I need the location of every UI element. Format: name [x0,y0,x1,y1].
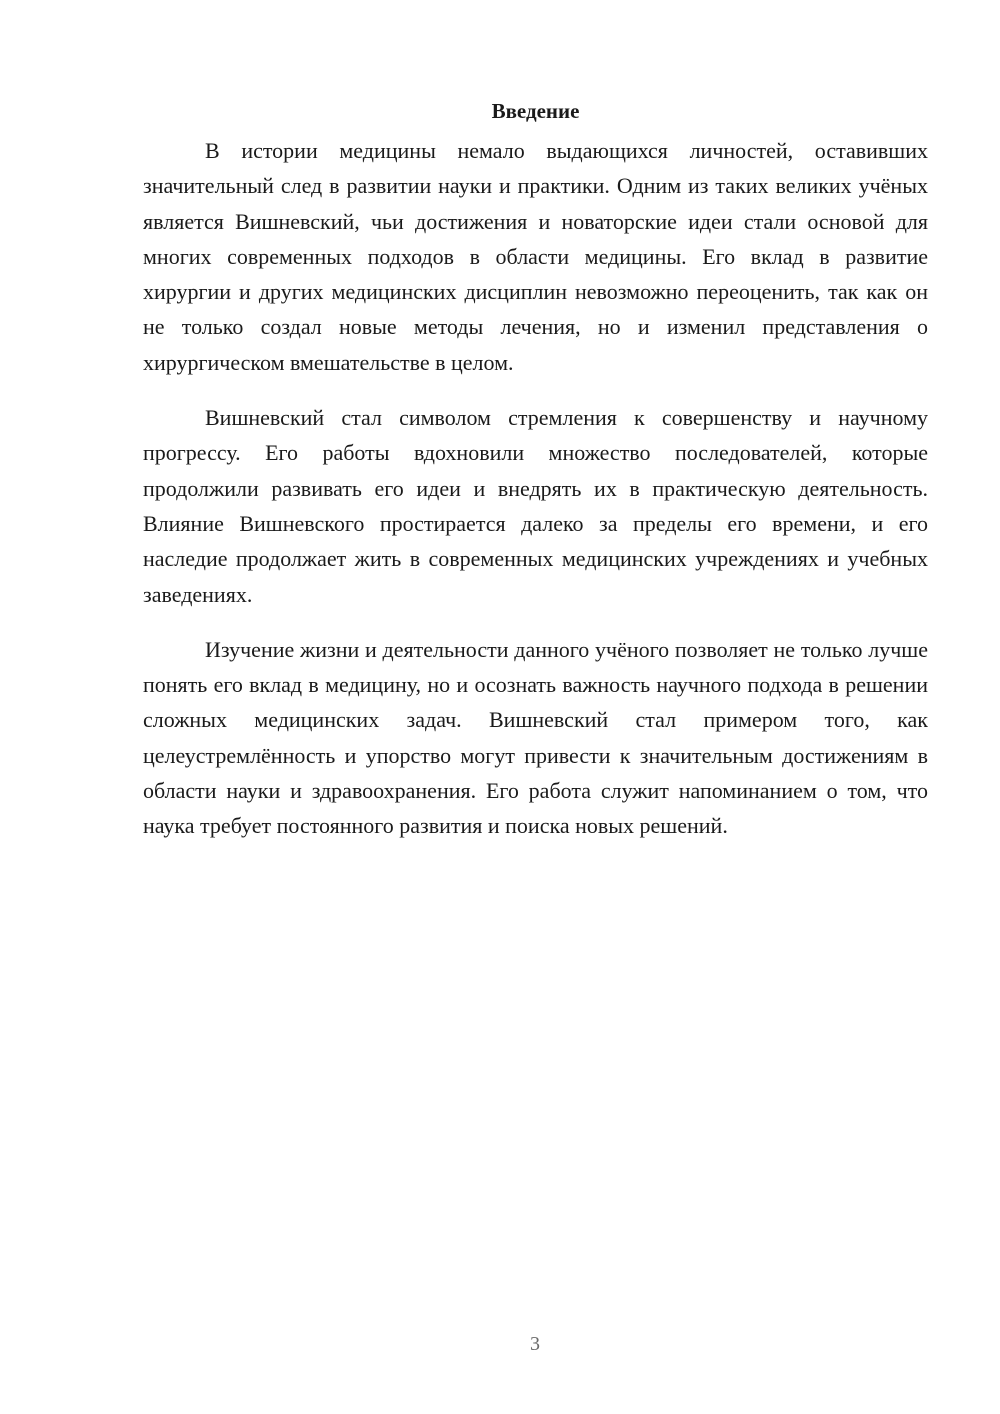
page-content [143,97,928,864]
paragraph-2: Вишневский стал символом стремления к совершенству и научному прогрессу. Его работы вдохновили множество последователей, которые продолжили развивать его идеи и внедрять их в практическую деятельность. Влияние Вишневского простирается далеко за пределы его времени, и его наследие продолжает жить в современных медицинских учреждениях и учебных заведениях. [143,405,928,607]
section-heading: Введение [491,99,580,123]
paragraph-3: Изучение жизни и деятельности данного учёного позволяет не только лучше понять его вклад в медицину, но и осознать важность научного подхода в решении сложных медицинских задач. Вишневский стал примером того, как целеустремлённость и упорство могут привести к значительным достижениям в области науки и здравоохранения. Его работа служит напоминанием о том, что наука требует постоянного развития и поиска новых решений. [143,636,928,839]
page-number: 3 [530,1333,540,1355]
paragraph-1: В истории медицины немало выдающихся личностей, оставивших значительный след в развитии науки и практики. Одним из таких великих учёных является Вишневский, чьи достижения и новаторские идеи стали основой для многих современных подходов в области медицины. Его вклад в развитие хирургии и других медицинских дисциплин невозможно переоценить, так как он не только создал новые методы лечения, но и изменил представления о хирургическом вмешательстве в целом. [143,138,928,375]
